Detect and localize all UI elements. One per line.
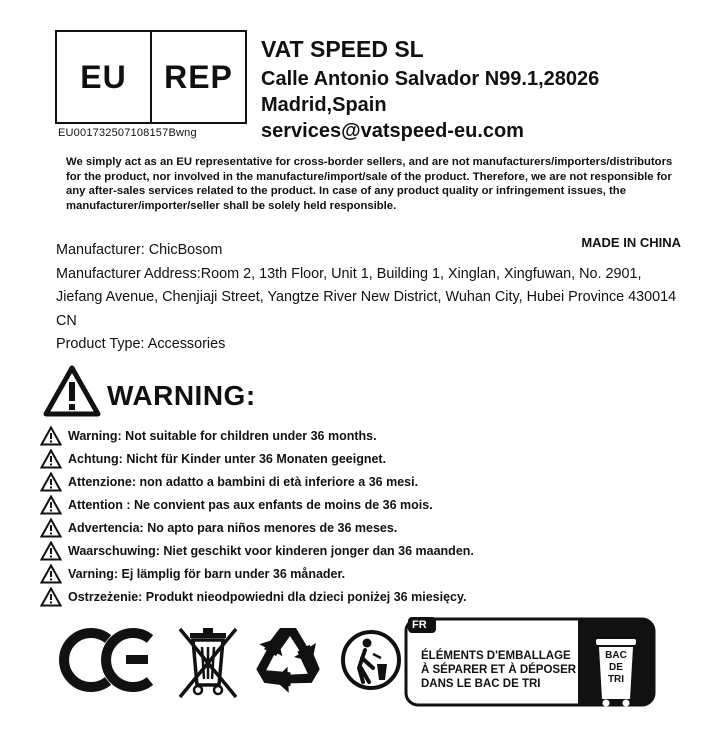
warning-item — [40, 516, 474, 539]
warning-triangle-icon — [40, 449, 62, 469]
warning-text: Achtung: Nicht für Kinder unter 36 Monaten geeignet. — [68, 451, 387, 466]
weee-crossed-bin-icon — [180, 628, 236, 697]
eu-rep-box — [55, 30, 247, 124]
tidyman-icon — [343, 632, 399, 688]
eu-rep-code: EU001732507108157Bwng — [58, 127, 197, 139]
company-address: Calle Antonio Salvador N99.1,28026 Madrid,Spain — [261, 68, 600, 116]
warning-item — [40, 585, 474, 608]
manufacturer-address-line: Manufacturer Address:Room 2, 13th Floor, Unit 1, Building 1, Xinglan, Xingfuwan, No. 2901, Jiefang Avenue, Chenjiaji Street, Yangtze River New District, Wuhan City, Hubei Province 430014 CN — [56, 265, 677, 329]
bin-label — [596, 650, 636, 686]
warning-triangle-icon — [40, 541, 62, 561]
warning-item — [40, 424, 474, 447]
manufacturer-line: Manufacturer: ChicBosom — [56, 242, 223, 258]
product-type-line: Product Type: Accessories — [56, 336, 226, 352]
warning-text: Attenzione: non adatto a bambini di età inferiore a 36 mesi. — [68, 474, 419, 489]
rep-label: REP — [150, 32, 245, 122]
warning-triangle-icon — [43, 365, 101, 417]
company-email: services@vatspeed-eu.com — [261, 120, 524, 142]
warning-text: Attention : Ne convient pas aux enfants de moins de 36 mois. — [68, 497, 433, 512]
warning-triangle-icon — [40, 518, 62, 538]
warning-text: Warning: Not suitable for children under 36 months. — [68, 428, 377, 443]
warning-triangle-icon — [40, 564, 62, 584]
triman-text — [421, 649, 576, 691]
triman-line: ÉLÉMENTS D'EMBALLAGE — [421, 650, 571, 662]
company-name: VAT SPEED SL — [261, 36, 424, 62]
warning-text: Ostrzeżenie: Produkt nieodpowiedni dla dzieci poniżej 36 miesięcy. — [68, 589, 467, 604]
warning-text: Varning: Ej lämplig för barn under 36 månader. — [68, 566, 346, 581]
warning-item — [40, 493, 474, 516]
warning-triangle-icon — [40, 495, 62, 515]
warning-title: WARNING: — [107, 380, 256, 411]
ce-mark-icon — [64, 633, 150, 687]
triman-line: À SÉPARER ET À DÉPOSER — [421, 664, 577, 676]
warning-text: Waarschuwing: Niet geschikt voor kinderen jonger dan 36 maanden. — [68, 543, 474, 558]
triman-line: DANS LE BAC DE TRI — [421, 678, 541, 690]
warning-list — [40, 424, 474, 608]
recycle-icon — [246, 628, 327, 700]
fr-label: FR — [412, 619, 427, 631]
disclaimer-text: We simply act as an EU representative for cross-border sellers, and are not manufacturers/importers/distributors for the product, nor involved in the manufacture/import/sale of the product. Therefore, we are not responsible for any after-sales services related to the product. In case of any product quality or infringement issues, the manufacturer/importer/seller shall be solely held responsible. — [66, 156, 673, 212]
warning-header — [43, 365, 256, 417]
eu-label: EU — [80, 58, 127, 95]
warning-text: Advertencia: No apto para niños menores de 36 meses. — [68, 520, 398, 535]
warning-item — [40, 562, 474, 585]
warning-item — [40, 447, 474, 470]
warning-triangle-icon — [40, 472, 62, 492]
warning-item — [40, 470, 474, 493]
bin-line: BAC — [605, 650, 627, 661]
bin-line: TRI — [607, 674, 625, 685]
bin-line: DE — [609, 662, 623, 673]
made-in-label: MADE IN CHINA — [581, 235, 681, 250]
warning-triangle-icon — [40, 426, 62, 446]
warning-item — [40, 539, 474, 562]
product-info — [56, 239, 686, 357]
warning-triangle-icon — [40, 587, 62, 607]
